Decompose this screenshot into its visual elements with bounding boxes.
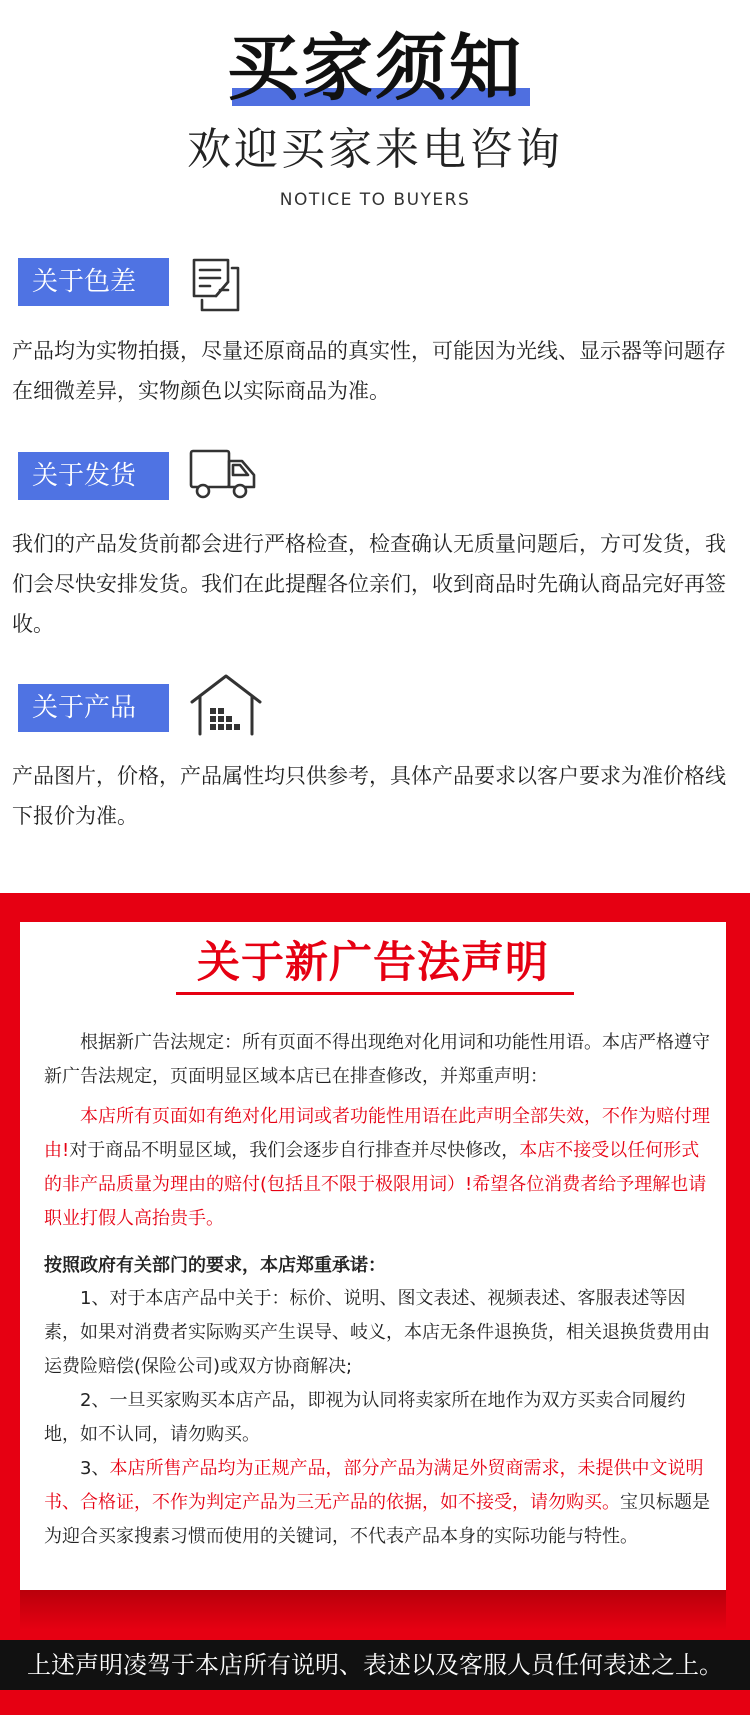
section-tag-color: 关于色差 bbox=[18, 258, 169, 306]
item-3-red-text: 本店所售产品均为正规产品，部分产品为满足外贸商需求，未提供中文说明书、合格证，不作为判定产品为三无产品的依据，如不接受，请勿购买。 bbox=[44, 1458, 704, 1513]
section-text-color: 产品均为实物拍摄，尽量还原商品的真实性，可能因为光线、显示器等问题存在细微差异，实物颜色以实际商品为准。 bbox=[12, 339, 726, 403]
page-subtitle: 欢迎买家来电咨询 bbox=[187, 124, 563, 175]
bottom-statement-bar: 上述声明凌驾于本店所有说明、表述以及客服人员任何表述之上。 bbox=[0, 1640, 750, 1690]
page-title: 买家须知 bbox=[226, 26, 523, 110]
promise-item-2: 2、一旦买家购买本店产品，即视为认同将卖家所在地作为双方买卖合同履约地，如不认同，请勿购买。 bbox=[44, 1390, 686, 1445]
section-tag-product: 关于产品 bbox=[18, 684, 169, 732]
house-icon bbox=[188, 672, 264, 738]
notice-declaration bbox=[44, 1100, 712, 1236]
declaration-black-text: 对于商品不明显区域，我们会逐步自行排查并尽快修改， bbox=[69, 1140, 520, 1161]
declaration-red-text: 本店所有页面如有绝对化用词或者功能性用语在此声明全部失效，不作为赔付理由! bbox=[44, 1106, 710, 1161]
item-3-number: 3、 bbox=[80, 1458, 110, 1479]
section-text-product: 产品图片，价格，产品属性均只供参考，具体产品要求以客户要求为准价格线下报价为准。 bbox=[12, 764, 726, 828]
notice-intro: 根据新广告法规定：所有页面不得出现绝对化用词和功能性用语。本店严格遵守新广告法规定，页面明显区域本店已在排查修改，并郑重声明： bbox=[44, 1032, 710, 1087]
promise-item-3 bbox=[44, 1452, 712, 1554]
item-3-black-text: 宝贝标题是为迎合买家搜素习惯而使用的关键词，不代表产品本身的实际功能与特性。 bbox=[44, 1492, 710, 1547]
section-tag-shipping: 关于发货 bbox=[18, 452, 169, 500]
promise-item-1: 1、对于本店产品中关于：标价、说明、图文表述、视频表述、客服表述等因素，如果对消费者实际购买产生误导、岐义，本店无条件退换货，相关退换货费用由运费险赔偿(保险公司)或双方协商解决; bbox=[44, 1288, 710, 1377]
section-text-shipping: 我们的产品发货前都会进行严格检查，检查确认无质量问题后，方可发货，我们会尽快安排发货。我们在此提醒各位亲们，收到商品时先确认商品完好再签收。 bbox=[12, 532, 726, 636]
notice-card-shadow bbox=[20, 1590, 726, 1630]
english-subtitle: NOTICE TO BUYERS bbox=[279, 190, 471, 210]
notice-title: 关于新广告法声明 bbox=[197, 938, 549, 988]
truck-icon bbox=[188, 445, 258, 503]
document-icon bbox=[188, 256, 246, 314]
promise-heading: 按照政府有关部门的要求，本店郑重承诺： bbox=[44, 1255, 386, 1276]
declaration-red-text-2: 本店不接受以任何形式的非产品质量为理由的赔付(包括且不限于极限用词）!希望各位消费者给予理解也请职业打假人高抬贵手。 bbox=[44, 1140, 707, 1229]
notice-title-underline bbox=[176, 992, 574, 995]
